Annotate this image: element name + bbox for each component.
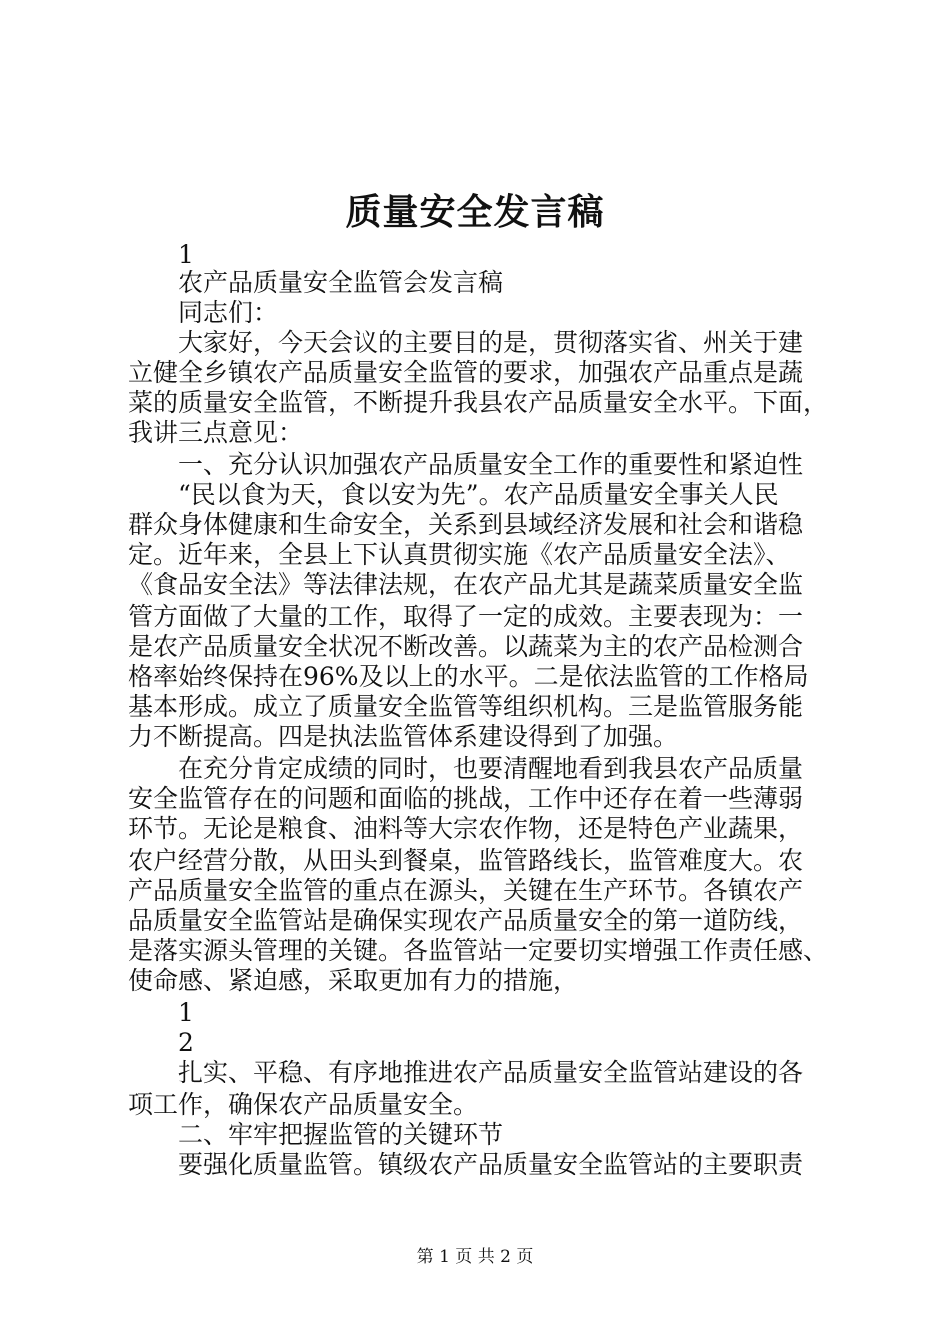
body-line: 扎实、平稳、有序地推进农产品质量安全监管站建设的各 (178, 1058, 804, 1087)
body-line: 2 (178, 1028, 194, 1057)
body-line: 立健全乡镇农产品质量安全监管的要求，加强农产品重点是蔬 (128, 358, 804, 387)
body-line: 一、充分认识加强农产品质量安全工作的重要性和紧迫性 (178, 450, 804, 479)
body-line: 大家好，今天会议的主要目的是，贯彻落实省、州关于建 (178, 328, 804, 357)
body-line: 基本形成。成立了质量安全监管等组织机构。三是监管服务能 (128, 692, 804, 721)
body-line: 1 (178, 998, 194, 1027)
body-line: 品质量安全监管站是确保实现农产品质量安全的第一道防线， (128, 906, 804, 935)
document-title: 质量安全发言稿 (345, 191, 605, 233)
body-line: 管方面做了大量的工作，取得了一定的成效。主要表现为：一 (128, 602, 804, 631)
body-line: 《食品安全法》等法律法规，在农产品尤其是蔬菜质量安全监 (128, 570, 804, 599)
body-line: 定。近年来，全县上下认真贯彻实施《农产品质量安全法》、 (128, 540, 791, 569)
page-footer: 第 1 页 共 2 页 (416, 1247, 534, 1267)
body-line: 群众身体健康和生命安全，关系到县域经济发展和社会和谐稳 (128, 510, 804, 539)
body-line: 我讲三点意见： (128, 418, 304, 447)
body-line: 使命感、紧迫感，采取更加有力的措施， (128, 966, 579, 995)
body-line: 农户经营分散，从田头到餐桌，监管路线长，监管难度大。农 (128, 846, 804, 875)
body-line: 同志们： (178, 298, 279, 327)
body-line: 环节。无论是粮食、油料等大宗农作物，还是特色产业蔬果， (128, 814, 804, 843)
body-line: 二、牢牢把握监管的关键环节 (178, 1120, 504, 1149)
body-line: 格率始终保持在96%及以上的水平。二是依法监管的工作格局 (128, 662, 809, 691)
body-line: 项工作，确保农产品质量安全。 (128, 1090, 479, 1119)
body-line: 力不断提高。四是执法监管体系建设得到了加强。 (128, 722, 679, 751)
body-line: 是落实源头管理的关键。各监管站一定要切实增强工作责任感、 (128, 936, 829, 965)
body-line: “民以食为天，食以安为先”。农产品质量安全事关人民 (178, 480, 779, 509)
body-line: 安全监管存在的问题和面临的挑战，工作中还存在着一些薄弱 (128, 784, 804, 813)
body-line: 菜的质量安全监管，不断提升我县农产品质量安全水平。下面， (128, 388, 829, 417)
body-line: 1 (178, 240, 194, 269)
body-line: 是农产品质量安全状况不断改善。以蔬菜为主的农产品检测合 (128, 632, 804, 661)
body-line: 在充分肯定成绩的同时，也要清醒地看到我县农产品质量 (178, 754, 804, 783)
body-line: 产品质量安全监管的重点在源头，关键在生产环节。各镇农产 (128, 876, 804, 905)
body-line: 要强化质量监管。镇级农产品质量安全监管站的主要职责 (178, 1150, 804, 1179)
body-line: 农产品质量安全监管会发言稿 (178, 268, 504, 297)
